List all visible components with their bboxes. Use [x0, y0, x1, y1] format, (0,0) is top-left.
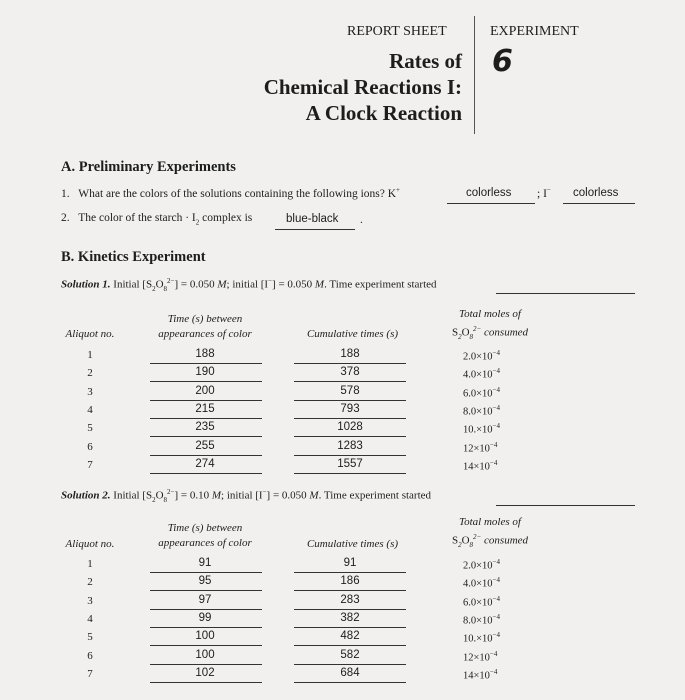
time-between-value: 97 [198, 593, 212, 606]
s1-h-charge: 2− [473, 325, 482, 333]
time-underline [150, 590, 262, 591]
title-line-3: A Clock Reaction [305, 101, 462, 125]
time-underline [150, 400, 262, 401]
aliquot-number: 7 [87, 458, 93, 471]
s2-h-s: S [451, 534, 459, 547]
time-underline [150, 418, 262, 419]
question-1-number: 1. [61, 187, 70, 200]
time-underline [150, 609, 262, 610]
total-moles-value [463, 441, 497, 455]
total-moles-value [463, 650, 497, 664]
s1-sub2: 8 [163, 284, 168, 293]
moles-exponent: −4 [492, 576, 500, 585]
time-underline [150, 664, 262, 665]
cumulative-time-value: 186 [340, 575, 360, 588]
aliquot-number: 3 [87, 594, 93, 607]
time-between-value: 100 [195, 630, 215, 643]
cumulative-underline [294, 400, 406, 401]
answer-starch-color: blue-black [286, 213, 339, 225]
moles-exponent: −4 [489, 458, 498, 467]
s1-desc-pre: Initial [S [113, 278, 153, 291]
s2-h-charge: 2− [473, 533, 482, 541]
cumulative-underline [294, 436, 406, 437]
answer-k-color: colorless [466, 187, 512, 199]
moles-mantissa: 4.0×10 [463, 369, 493, 381]
cumulative-time-value: 582 [340, 648, 360, 661]
moles-exponent: −4 [492, 558, 500, 566]
moles-exponent: −4 [492, 612, 500, 621]
s2-header-cumulative: Cumulative times (s) [306, 538, 399, 550]
question-2-number: 2. [61, 212, 70, 224]
moles-exponent: −4 [492, 422, 500, 431]
s2-sub1: 2 [152, 495, 156, 504]
moles-exponent: −4 [489, 440, 498, 449]
time-underline [150, 645, 262, 646]
s1-h-sub2: 8 [469, 332, 474, 341]
cumulative-time-value: 578 [340, 384, 360, 397]
s1-h-s: S [451, 326, 459, 339]
time-underline [150, 436, 262, 437]
cumulative-underline [294, 645, 406, 646]
cumulative-time-value: 283 [340, 593, 360, 606]
cumulative-underline [294, 381, 406, 382]
cumulative-underline [294, 627, 406, 628]
s1-mid: ] = 0.050 [174, 278, 218, 291]
moles-exponent: −4 [492, 349, 500, 357]
aliquot-number: 6 [87, 440, 93, 453]
section-b-heading: B. Kinetics Experiment [61, 249, 206, 265]
time-underline [150, 363, 262, 364]
experiment-number: 6 [492, 44, 513, 79]
s2-h-o: O [461, 534, 470, 547]
s2-m1: M [211, 489, 222, 502]
total-moles-value [463, 422, 500, 436]
time-between-value: 91 [198, 557, 212, 569]
cumulative-underline [294, 418, 406, 419]
cumulative-time-value: 482 [340, 630, 360, 643]
cumulative-underline [294, 363, 406, 364]
cumulative-time-value: 382 [340, 611, 360, 624]
cumulative-time-value: 1283 [337, 439, 363, 452]
cumulative-underline [294, 572, 406, 573]
time-between-value: 274 [195, 457, 215, 470]
s1-header-time [140, 312, 270, 342]
s2-h-sub1: 2 [458, 540, 462, 549]
question-2-sub: 2 [195, 218, 200, 227]
time-between-value: 188 [195, 348, 215, 360]
cumulative-underline [294, 682, 406, 683]
total-moles-value [463, 595, 500, 609]
s2-o: O [155, 489, 164, 502]
cumulative-time-value: 1557 [337, 457, 363, 470]
moles-exponent: −4 [489, 667, 498, 676]
cumulative-underline [294, 455, 406, 456]
s1-o: O [155, 278, 164, 291]
s1-mid3: ] = 0.050 [272, 278, 315, 291]
s2-end: . Time experiment started [318, 489, 432, 502]
s1-sub1: 2 [152, 284, 156, 293]
moles-mantissa: 8.0×10 [463, 615, 493, 627]
moles-mantissa: 12×10 [463, 443, 490, 454]
moles-mantissa: 14×10 [463, 461, 490, 473]
s1-m2: M [314, 278, 325, 291]
moles-mantissa: 14×10 [463, 670, 490, 682]
time-between-value: 255 [195, 439, 215, 452]
s1-header-moles-2 [430, 322, 550, 345]
cumulative-time-value: 1028 [337, 421, 363, 434]
moles-mantissa: 8.0×10 [463, 406, 493, 418]
aliquot-number: 2 [87, 576, 93, 589]
moles-exponent: −4 [492, 385, 500, 394]
s1-header-time-2: appearances of color [158, 328, 252, 340]
s2-mid2: ; initial [I [221, 489, 263, 502]
cumulative-underline [294, 590, 406, 591]
s2-h-sub2: 8 [469, 540, 474, 549]
moles-mantissa: 10.×10 [463, 633, 493, 645]
total-moles-value [463, 367, 500, 381]
solution-1-label: Solution 1. [61, 278, 111, 291]
s2-mid3: ] = 0.050 [266, 489, 310, 502]
title-line-1: Rates of [389, 49, 462, 73]
s2-m2: M [309, 489, 319, 502]
moles-mantissa: 4.0×10 [463, 578, 493, 590]
total-moles-value [463, 459, 497, 473]
time-between-value: 200 [195, 384, 215, 397]
time-underline [150, 572, 262, 573]
total-moles-value [463, 613, 500, 627]
s2-desc-pre: Initial [S [113, 489, 153, 502]
total-moles-value [463, 631, 500, 645]
total-moles-value [463, 349, 500, 363]
aliquot-number: 5 [87, 422, 93, 435]
question-2-text-post: complex is [199, 212, 253, 224]
aliquot-number: 7 [87, 667, 93, 680]
moles-mantissa: 2.0×10 [463, 560, 493, 572]
aliquot-number: 4 [87, 612, 93, 625]
answer-starch-underline [275, 229, 355, 230]
moles-exponent: −4 [492, 594, 500, 603]
s2-header-aliquot: Aliquot no. [65, 538, 115, 550]
s2-charge2: − [262, 488, 267, 496]
solution-2-description [61, 488, 431, 504]
cumulative-underline [294, 609, 406, 610]
question-1 [61, 186, 400, 200]
time-underline [150, 473, 262, 474]
s1-h-o: O [461, 326, 470, 339]
time-underline [150, 627, 262, 628]
cumulative-time-value: 684 [340, 666, 360, 679]
s2-header-time [140, 521, 270, 551]
question-2 [61, 212, 252, 226]
total-moles-value [463, 386, 500, 400]
separator: ; [537, 187, 541, 200]
aliquot-number: 3 [87, 385, 93, 398]
moles-exponent: −4 [492, 367, 500, 376]
ion-k-charge: + [396, 186, 400, 194]
moles-exponent: −4 [492, 403, 500, 412]
s1-charge: 2− [167, 277, 175, 285]
title-line-2: Chemical Reactions I: [263, 75, 462, 99]
s1-header-moles [430, 307, 550, 345]
cumulative-underline [294, 664, 406, 665]
section-a-heading: A. Preliminary Experiments [61, 159, 236, 175]
s2-header-time-2: appearances of color [158, 537, 252, 549]
s2-header-moles-1: Total moles of [459, 516, 521, 528]
s1-charge2: − [268, 277, 273, 285]
total-moles-value [463, 404, 500, 418]
question-2-end: . [360, 214, 363, 226]
ion-k: K [387, 187, 397, 200]
question-2-text: The color of the starch · I [78, 212, 196, 224]
s2-header-moles-2 [430, 530, 550, 553]
time-between-value: 102 [195, 666, 215, 679]
answer-i-color: colorless [573, 187, 619, 199]
answer-i-underline [563, 203, 635, 204]
question-1-ion-i [537, 186, 551, 200]
time-between-value: 235 [195, 421, 215, 434]
s1-header-moles-1: Total moles of [459, 308, 521, 320]
solution-2-label: Solution 2. [61, 489, 111, 502]
s1-header-aliquot: Aliquot no. [65, 328, 115, 340]
aliquot-number: 2 [87, 367, 93, 380]
cumulative-time-value: 91 [343, 557, 357, 569]
s2-header-moles [430, 515, 550, 553]
moles-mantissa: 6.0×10 [463, 388, 493, 400]
total-moles-value [463, 576, 500, 590]
aliquot-number: 6 [87, 649, 93, 662]
report-sheet-label: REPORT SHEET [347, 24, 447, 39]
s1-h-post: consumed [481, 326, 529, 339]
s1-mid2: ; initial [I [226, 278, 269, 291]
moles-mantissa: 10.×10 [463, 424, 493, 436]
time-between-value: 95 [198, 575, 212, 588]
s2-sub2: 8 [163, 495, 168, 504]
s2-header-time-1: Time (s) between [167, 522, 243, 534]
moles-exponent: −4 [489, 649, 498, 658]
question-1-text: What are the colors of the solutions containing the following ions? [78, 187, 385, 200]
cumulative-underline [294, 473, 406, 474]
solution-1-description [61, 277, 437, 293]
cumulative-time-value: 378 [340, 366, 360, 379]
moles-mantissa: 2.0×10 [463, 351, 493, 363]
time-underline [150, 455, 262, 456]
s1-header-cumulative: Cumulative times (s) [306, 328, 399, 340]
s1-end: . Time experiment started [324, 278, 437, 291]
experiment-label: EXPERIMENT [490, 24, 579, 39]
s1-h-sub1: 2 [458, 332, 462, 341]
solution-2-start-line [496, 505, 635, 506]
moles-mantissa: 12×10 [463, 652, 490, 663]
time-between-value: 100 [195, 648, 215, 661]
moles-mantissa: 6.0×10 [463, 597, 493, 609]
ion-i: I [543, 187, 547, 200]
total-moles-value [463, 668, 497, 682]
solution-1-start-line [496, 293, 635, 294]
cumulative-time-value: 188 [340, 348, 360, 360]
s2-h-post: consumed [481, 534, 529, 547]
time-between-value: 99 [198, 611, 212, 624]
cumulative-time-value: 793 [340, 402, 360, 415]
aliquot-number: 1 [87, 558, 93, 570]
aliquot-number: 5 [87, 631, 93, 644]
s1-m1: M [217, 278, 227, 291]
header-divider [474, 16, 475, 134]
time-underline [150, 682, 262, 683]
moles-exponent: −4 [492, 631, 500, 640]
total-moles-value [463, 558, 500, 572]
time-between-value: 215 [195, 402, 215, 415]
answer-k-underline [447, 203, 535, 204]
time-underline [150, 381, 262, 382]
ion-i-charge: − [546, 186, 551, 194]
s2-charge: 2− [167, 488, 175, 496]
s1-header-time-1: Time (s) between [167, 313, 243, 325]
s2-mid: ] = 0.10 [174, 489, 212, 502]
time-between-value: 190 [195, 366, 215, 379]
aliquot-number: 4 [87, 403, 93, 416]
aliquot-number: 1 [87, 349, 93, 361]
